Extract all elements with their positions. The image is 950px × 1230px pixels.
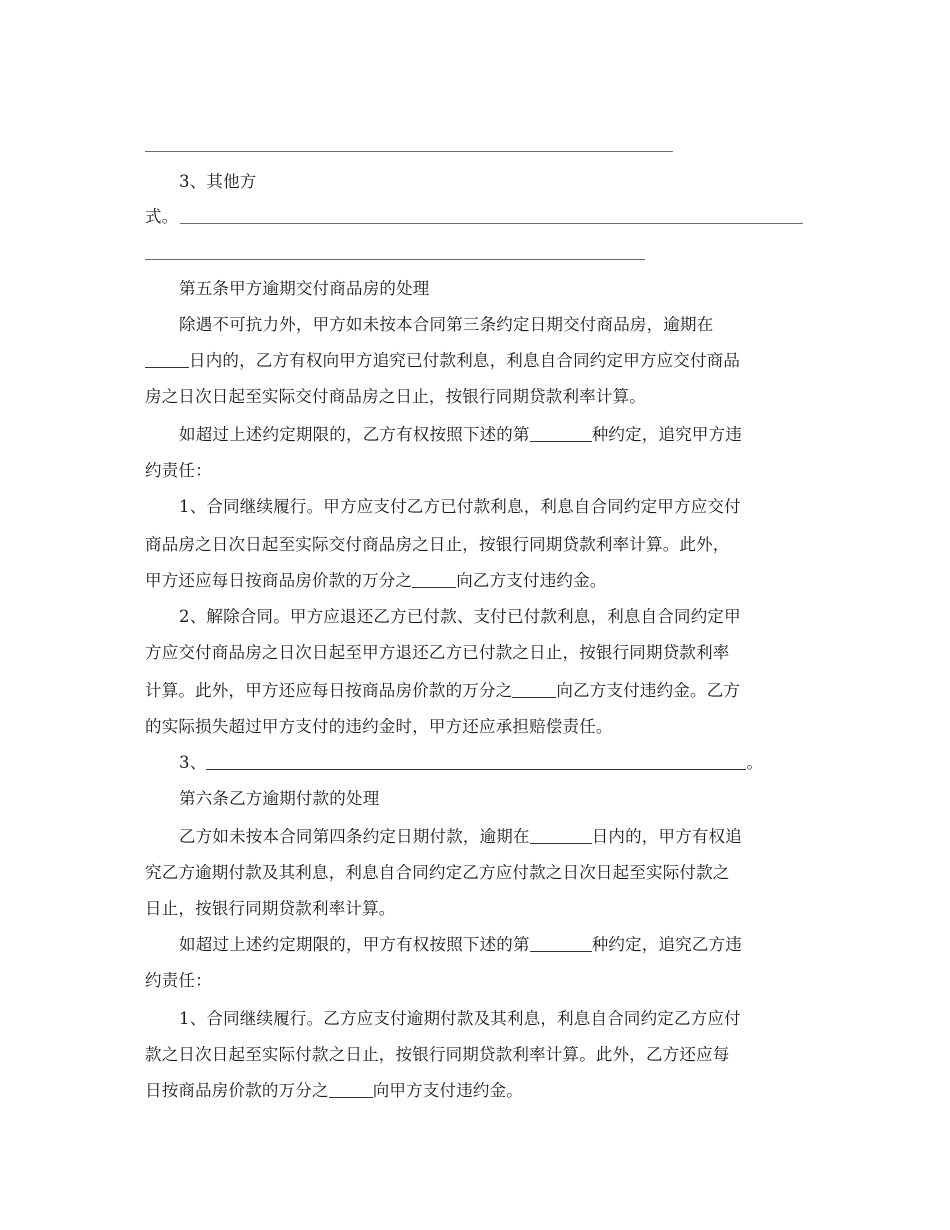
article-5-item-2-line-4: 的实际损失超过甲方支付的违约金时，甲方还应承担赔偿责任。	[145, 717, 613, 736]
article-6-title: 第六条乙方逾期付款的处理	[179, 789, 380, 808]
article-6-para-2-line-1	[179, 934, 742, 956]
blank-clause-number	[530, 425, 592, 442]
blank-days	[530, 827, 592, 844]
article-6-para-1-line-2: 究乙方逾期付款及其利息，利息自合同约定乙方应付款之日次日起至实际付款之	[145, 863, 730, 882]
article-6-para-1-line-3: 日止，按银行同期贷款利率计算。	[145, 899, 396, 918]
article-5-item-2-line-2: 方应交付商品房之日次日起至甲方退还乙方已付款之日止，按银行同期贷款利率	[145, 643, 730, 662]
blank-rule-other-2	[145, 259, 645, 260]
article-6-para-1-line-1	[179, 826, 742, 848]
blank-days	[145, 351, 189, 368]
article-5-para-1-line-2-text: 日内的，乙方有权向甲方追究已付款利息，利息自合同约定甲方应交付商品	[189, 351, 741, 370]
article-5-item-1-text-b: 向乙方支付违约金。	[456, 571, 607, 590]
article-5-para-2-text-a: 如超过上述约定期限的，乙方有权按照下述的第	[179, 425, 530, 444]
article-5-para-1-line-3: 房之日次日起至实际交付商品房之日止，按银行同期贷款利率计算。	[145, 387, 646, 406]
article-6-item-1-text-b: 向甲方支付违约金。	[372, 1081, 524, 1100]
blank-rule-top	[145, 151, 673, 152]
article-6-para-2-line-2: 约责任：	[145, 971, 212, 990]
article-5-title: 第五条甲方逾期交付商品房的处理	[179, 279, 430, 298]
blank-clause-number	[530, 935, 592, 952]
article-6-para-1-text-b: 日内的，甲方有权追	[591, 827, 743, 846]
article-6-item-1-line-2: 款之日次日起至实际付款之日止，按银行同期贷款利率计算。此外，乙方还应每	[145, 1045, 730, 1064]
article-6-item-1-line-1: 1、合同继续履行。乙方应支付逾期付款及其利息，利息自合同约定乙方应付	[179, 1009, 741, 1028]
article-5-para-2-line-2: 约责任：	[145, 461, 212, 480]
article-6-para-2-text-a: 如超过上述约定期限的，甲方有权按照下述的第	[179, 935, 530, 954]
blank-rule-other-1	[180, 223, 803, 224]
article-5-item-2-line-1: 2、解除合同。甲方应退还乙方已付款、支付已付款利息，利息自合同约定甲	[179, 607, 741, 626]
article-5-item-3-label: 3、	[179, 753, 207, 772]
article-5-item-3-end: 。	[746, 753, 764, 772]
article-6-para-1-text-a: 乙方如未按本合同第四条约定日期付款，逾期在	[179, 827, 530, 846]
article-5-item-2-text-a: 计算。此外，甲方还应每日按商品房价款的万分之	[145, 681, 513, 700]
article-5-para-2-text-b: 种约定，追究甲方违	[591, 425, 743, 444]
article-5-item-1-line-3	[145, 570, 607, 592]
blank-penalty-rate	[329, 1081, 373, 1098]
blank-penalty-rate	[512, 681, 556, 698]
article-5-item-2-text-b: 向乙方支付违约金。乙方	[556, 681, 741, 700]
other-method-cont: 式。	[145, 207, 179, 226]
blank-penalty-rate	[412, 571, 456, 588]
article-5-para-1-line-1: 除遇不可抗力外，甲方如未按本合同第三条约定日期交付商品房，逾期在	[179, 315, 714, 334]
article-5-item-3	[179, 752, 763, 774]
article-6-item-1-line-3	[145, 1080, 523, 1102]
article-6-item-1-text-a: 日按商品房价款的万分之	[145, 1081, 329, 1100]
article-6-para-2-text-b: 种约定，追究乙方违	[591, 935, 743, 954]
article-5-para-2-line-1	[179, 424, 742, 446]
article-5-para-1-line-2	[145, 350, 740, 372]
blank-other-agreement	[206, 753, 746, 770]
article-5-item-2-line-3	[145, 680, 740, 702]
other-method-label: 3、其他方	[179, 172, 257, 191]
article-5-item-1-line-1: 1、合同继续履行。甲方应支付乙方已付款利息，利息自合同约定甲方应交付	[179, 497, 741, 516]
article-5-item-1-line-2: 商品房之日次日起至实际交付商品房之日止，按银行同期贷款利率计算。此外，	[145, 535, 730, 554]
article-5-item-1-text-a: 甲方还应每日按商品房价款的万分之	[145, 571, 413, 590]
